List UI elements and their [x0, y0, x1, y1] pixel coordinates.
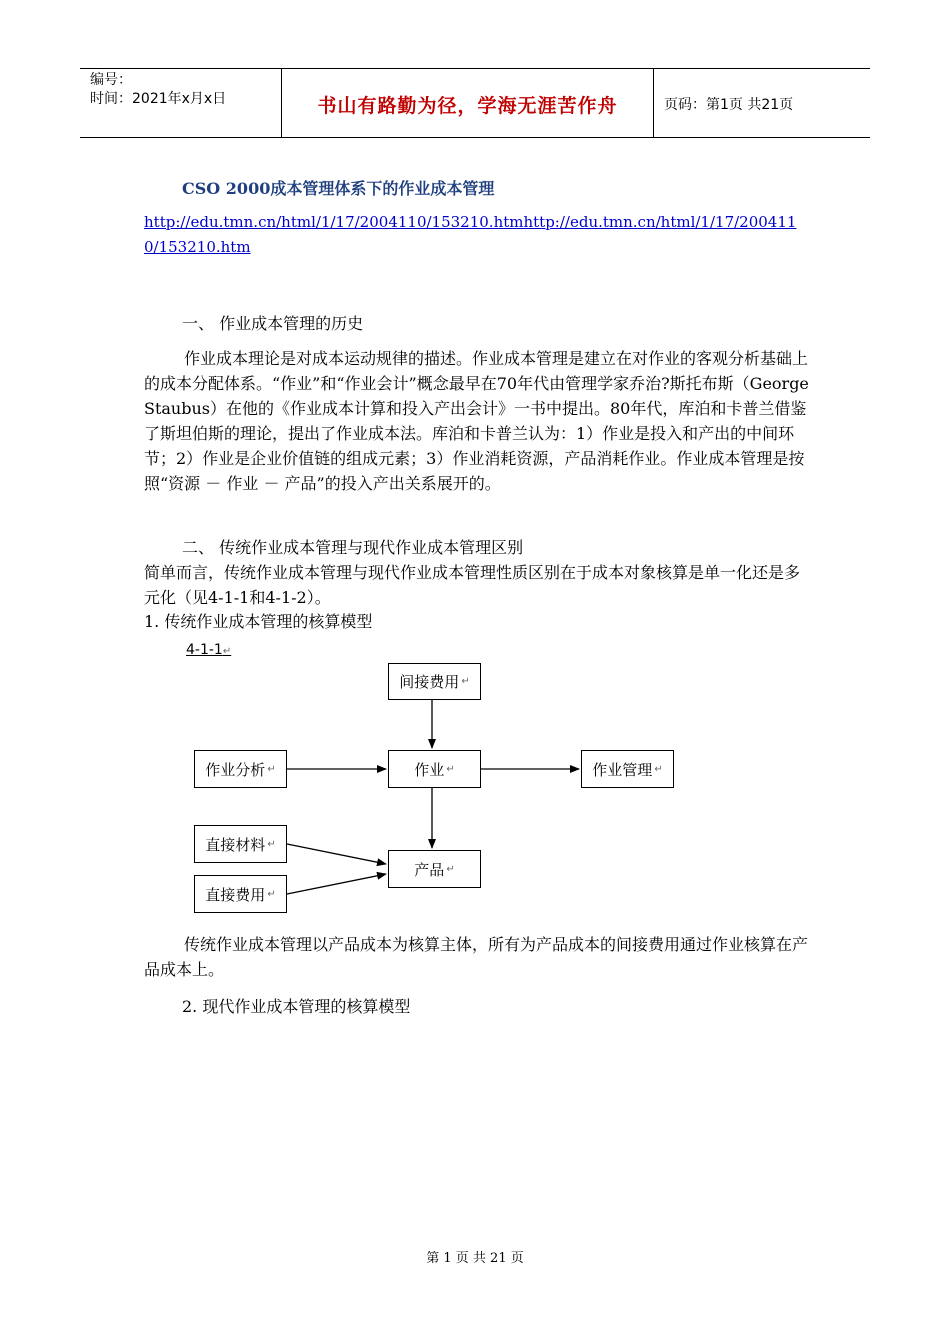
arrow-material-to-product: [287, 844, 386, 864]
box-activity-analysis: 作业分析 ↵: [194, 750, 287, 788]
arrow-cost-to-product: [287, 874, 386, 894]
page-footer: 第 1 页 共 21 页: [426, 1251, 524, 1266]
article-title: CSO 2000成本管理体系下的作业成本管理: [182, 179, 495, 198]
section2-heading: 二、 传统作业成本管理与现代作业成本管理区别: [182, 538, 524, 557]
after-figure-text: 传统作业成本管理以产品成本为核算主体，所有为产品成本的间接费用通过作业核算在产品成本上。: [144, 935, 809, 979]
header-motto: 书山有路勤为径，学海无涯苦作舟: [317, 95, 618, 117]
item1-heading: 1. 传统作业成本管理的核算模型: [144, 612, 373, 631]
source-link[interactable]: http://edu.tmn.cn/html/1/17/2004110/153210.htmhttp://edu.tmn.cn/html/1/17/2004110/153210.htm: [144, 213, 797, 256]
box-activity-management: 作业管理 ↵: [581, 750, 674, 788]
time-label: 时间：2021年x月x日: [90, 91, 227, 107]
after-figure-paragraph: [144, 932, 809, 982]
item2-heading: 2. 现代作业成本管理的核算模型: [182, 997, 411, 1016]
box-direct-cost: 直接费用 ↵: [194, 875, 287, 913]
section2-paragraph: 简单而言，传统作业成本管理与现代作业成本管理性质区别在于成本对象核算是单一化还是多元化（见4-1-1和4-1-2）。: [144, 563, 801, 607]
section1-text: 作业成本理论是对成本运动规律的描述。作业成本管理是建立在对作业的客观分析基础上的成本分配体系。“作业”和“作业会计”概念最早在70年代由管理学家乔治?斯托布斯（George Staubus）在他的《作业成本计算和投入产出会计》一书中提出。80年代，库泊和卡普兰借鉴了斯坦伯斯的理论，提出了作业成本法。库泊和卡普兰认为：1）作业是投入和产出的中间环节；2）作业是企业价值链的组成元素；3）作业消耗资源，产品消耗作业。作业成本管理是按照“资源 － 作业 － 产品”的投入产出关系展开的。: [144, 349, 809, 493]
number-label: 编号：: [90, 72, 132, 88]
box-direct-material: 直接材料 ↵: [194, 825, 287, 863]
box-product: 产品 ↵: [388, 850, 481, 888]
header-page-info: 页码：第1页 共21页: [664, 97, 794, 113]
figure-label: 4-1-1↵: [186, 642, 232, 658]
box-indirect-cost: 间接费用 ↵: [388, 663, 481, 700]
box-activity: 作业 ↵: [388, 750, 481, 788]
section1-heading: 一、 作业成本管理的历史: [182, 314, 364, 333]
